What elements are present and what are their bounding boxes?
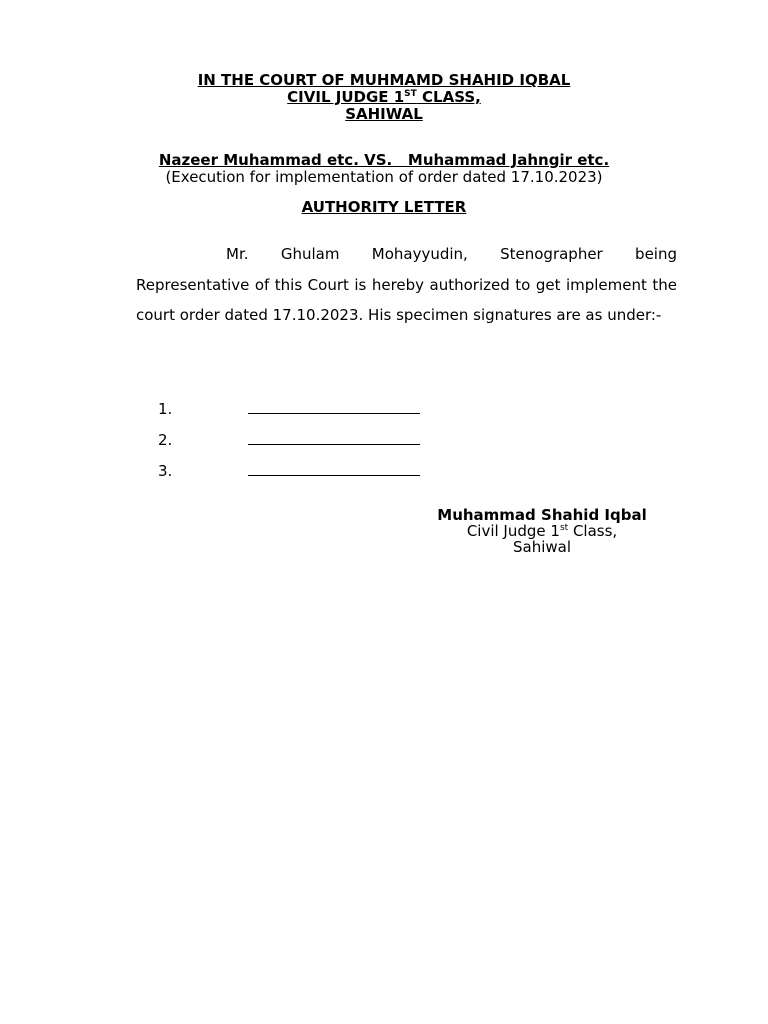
authorization-paragraph-text: Mr. Ghulam Mohayyudin, Stenographer being Representative of this Court is hereby authorized to get implement the court order dated 17.10.2023. His specimen signatures are as under:- [136,245,677,325]
signatory-title [428,523,656,539]
court-location-text: SAHIWAL [345,105,423,123]
letter-heading [0,199,768,216]
judge-designation-text: CIVIL JUDGE 1 [287,88,405,106]
signatory-title-text: Civil Judge 1 [466,522,560,540]
signatory-place: Sahiwal [512,538,571,556]
court-heading [0,72,768,89]
specimen-signature-line-3 [158,461,420,480]
signatory-name: Muhammad Shahid Iqbal [437,506,647,524]
signatory-title-suffix: Class, [568,522,618,540]
letter-heading-text: AUTHORITY LETTER [301,198,467,216]
signatory-block [428,507,656,555]
signatory-title-sup: st [559,523,569,533]
court-heading-text: IN THE COURT OF MUHMAMD SHAHID IQBAL [197,71,571,89]
judge-designation [0,89,768,106]
signature-blank [248,399,420,414]
case-title-text: Nazeer Muhammad etc. VS. Muhammad Jahngir etc. [158,151,610,169]
list-number: 3. [158,462,173,480]
signature-blank [248,430,420,445]
judge-designation-sup: ST [404,89,417,99]
specimen-signature-line-2 [158,430,420,449]
judge-designation-suffix: CLASS, [416,88,481,106]
specimen-signature-line-1 [158,399,420,418]
signature-blank [248,461,420,476]
court-location [0,106,768,123]
case-subtitle [0,169,768,186]
authorization-paragraph [136,239,677,331]
list-number: 1. [158,400,173,418]
case-title [0,152,768,169]
list-number: 2. [158,431,173,449]
case-subtitle-text: (Execution for implementation of order dated 17.10.2023) [165,168,603,186]
